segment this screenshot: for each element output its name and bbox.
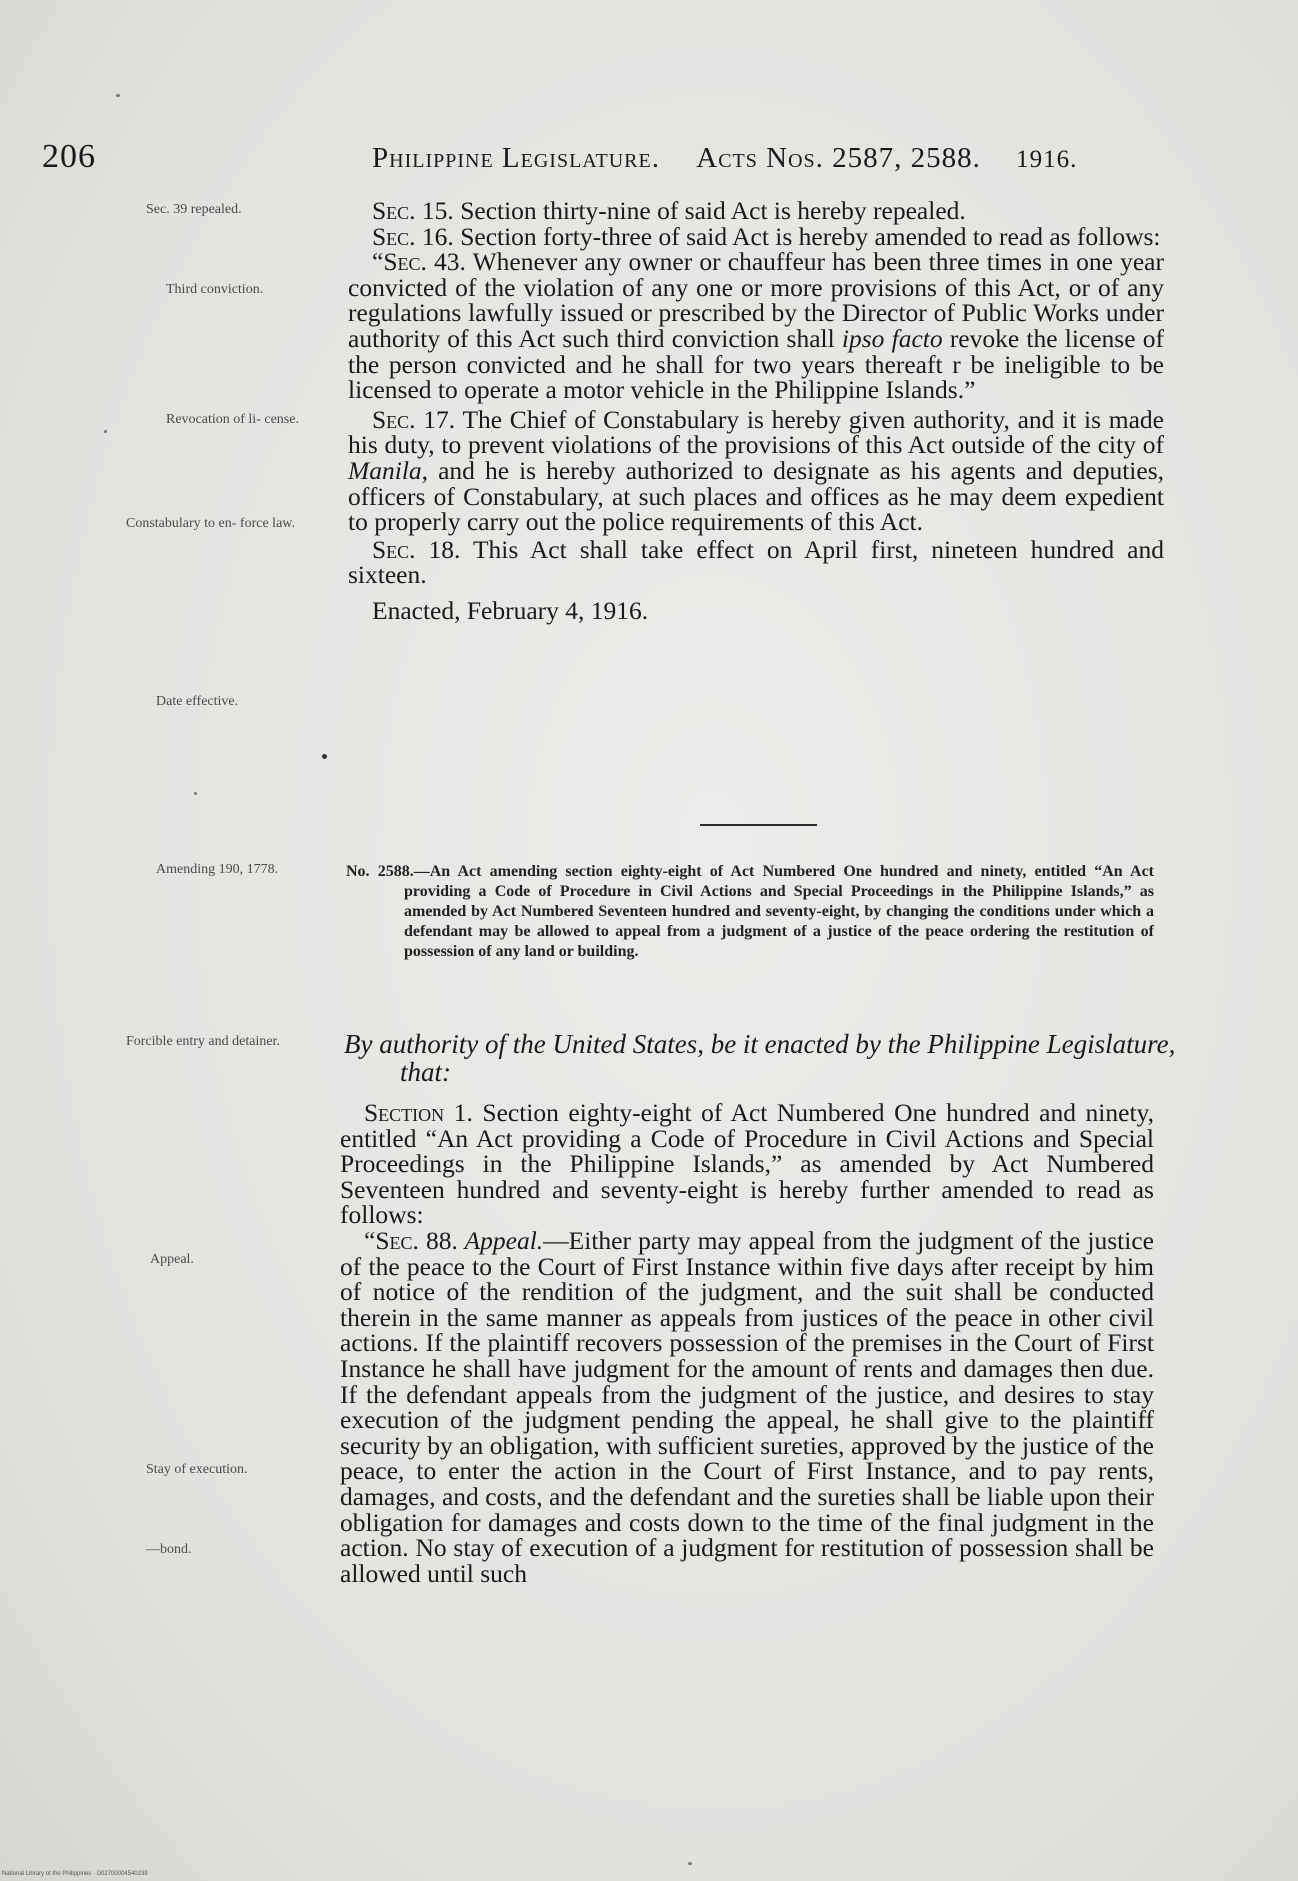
margin-note-third-conviction: Third conviction. [166,282,264,297]
margin-note-constabulary: Constabulary to en- force law. [126,516,295,531]
section-1: Section 1. Section eighty-eight of Act Numbered One hundred and ninety, entitled “An Act providing a Code of Procedure in Civil Actions and Special Proceedings in the Philippine Islands,” as amended by Act Numbered Seventeen hundred and seventy-eight is hereby further amended to read as follows: [340,1098,1154,1230]
act-title: —An Act amending section eighty-eight of Act Numbered One hundred and ninety, entitled “An Act providing a Code of Procedure in Civil Actions and Special Proceedings in the Philippine Islands,” as amended by Act Numbered Seventeen hundred and seventy-eight, by changing the conditions under which a defendant may be allowed to appeal from a judgment of a justice of the peace ordering the restitution of possession of any land or building. [404,863,1154,960]
act-2588-body [340,1100,1154,1586]
margin-note-forcible-entry: Forcible entry and detainer. [126,1034,280,1049]
section-88: “Sec. 88. Appeal.—Either party may appeal from the judgment of the justice of the peace to the Court of First Instance within five days after receipt by him of notice of the rendition of the judgment, and the suit shall be conducted therein in the same manner as appeals from justices of the peace in other civil actions. If the plaintiff recovers possession of the premises in the Court of First Instance he shall have judgment for the amount of rents and damages then due. If the defendant appeals from the judgment of the justice, and desires to stay execution of the judgment pending the appeal, he shall give to the plaintiff security by an obligation, with sufficient sureties, approved by the justice of the peace, to enter the action in the Court of First Instance, and to pay rents, damages, and costs, and the defendant and the sureties shall be liable upon their obligation for damages and costs down to the time of the final judgment in the action. No stay of execution of a judgment for restitution of possession shall be allowed until such [340,1225,1154,1588]
running-title: Philippine Legislature. [372,142,660,174]
section-16: Sec. 16. Section forty-three of said Act is hereby amended to read as follows: [372,221,1161,251]
enacting-clause: By authority of the United States, be it enacted by the Philippine Legislature, that: [344,1029,1176,1087]
scan-speck [322,754,327,759]
margin-note-appeal: Appeal. [150,1252,194,1267]
margin-note-bond: —bond. [146,1542,192,1557]
act-2587-body [348,198,1164,624]
margin-note-revocation: Revocation of li- cense. [166,412,299,427]
act-number: No. 2588. [346,863,414,880]
scan-speck [116,94,120,97]
section-divider [700,824,817,826]
scan-speck [688,1862,692,1865]
acts-reference: Acts Nos. 2587, 2588. [696,142,981,174]
scan-speck [104,430,107,433]
section-17: Sec. 17. The Chief of Constabulary is hereby given authority, and it is made his duty, to prevent violations of the provisions of this Act outside of the city of Manila, and he is hereby authorized to designate as his agents and deputies, officers of Constabulary, at such places and offices as he may deem expedient to properly carry out the police requirements of this Act. [348,404,1164,537]
margin-note-date-effective: Date effective. [156,694,239,709]
scan-speck [194,792,197,795]
year: 1916. [1016,146,1078,173]
enacted-date: Enacted, February 4, 1916. [372,595,649,625]
margin-note-sec39: Sec. 39 repealed. [146,202,242,217]
running-head [372,142,1077,175]
section-43: “Sec. 43. Whenever any owner or chauffeur has been three times in one year convicted of the violation of any one or more provisions of this Act, or of any regulations lawfully issued or prescribed by the Director of Public Works under authority of this Act such third conviction shall ipso facto revoke the license of the person convicted and he shall for two years thereaft r be ineligible to be licensed to operate a motor vehicle in the Philippine Islands.” [348,247,1164,405]
section-18: Sec. 18. This Act shall take effect on April first, nineteen hundred and sixteen. [348,534,1164,590]
section-15: Sec. 15. Section thirty-nine of said Act is hereby repealed. [372,196,966,225]
page-number: 206 [42,138,96,175]
margin-note-amending: Amending 190, 1778. [156,862,279,877]
act-2588-summary [346,862,1154,962]
margin-note-stay-of-execution: Stay of execution. [146,1462,248,1477]
scan-footer: National Library of the Philippines · D02700004540239 [2,1871,148,1877]
